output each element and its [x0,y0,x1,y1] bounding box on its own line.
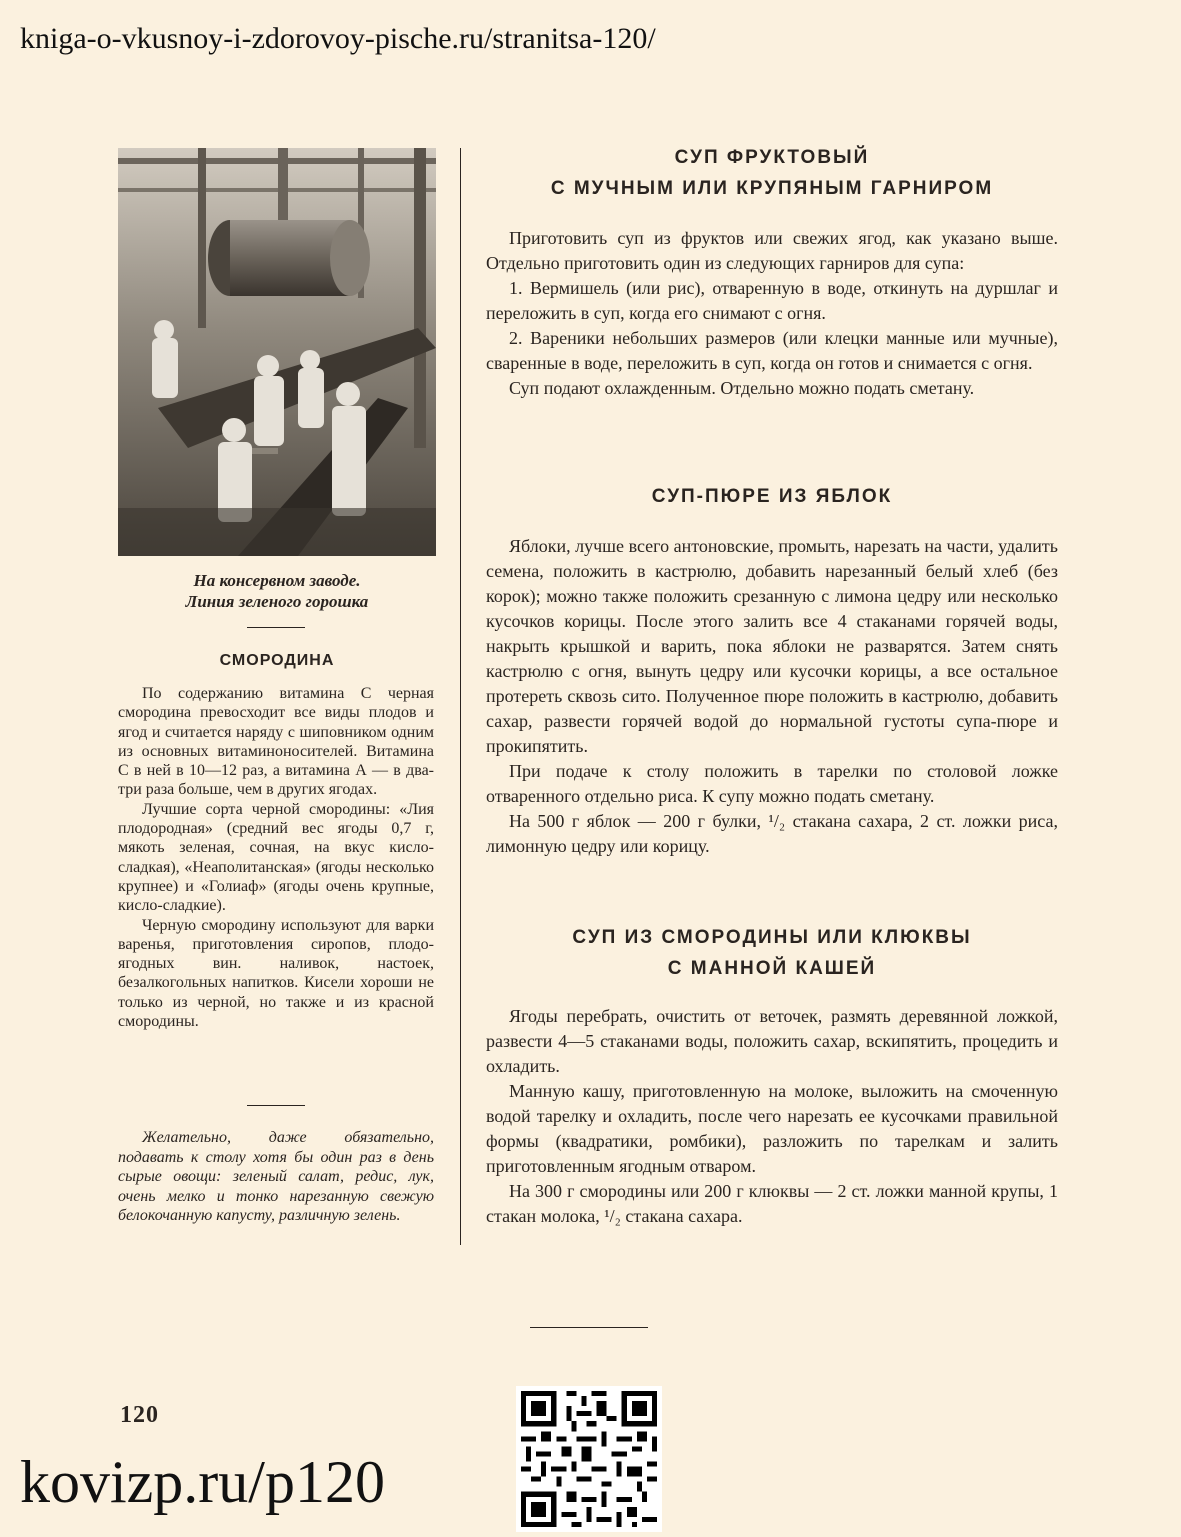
paragraph: По содержанию витамина С черная смородина превосходит все виды плодов и ягод и считается наряду с шиповником одним из основных витаминоносителей. Витамина С в ней в 10—12 раз, а витамина А — в два-три раза больше, чем в других ягодах. [118,685,434,799]
divider [530,1327,648,1328]
recipe-title [486,922,1058,984]
paragraph: Ягоды перебрать, очистить от веточек, размять деревянной ложкой, развести 4—5 стаканами воды, положить сахар, вскипятить, процедить и охладить. [486,1006,1058,1076]
recipe-title-line1: СУП-ПЮРЕ ИЗ ЯБЛОК [651,486,893,507]
paragraph: 1. Вермишель (или рис), отваренную в воде, откинуть на дуршлаг и переложить в суп, когда его снимают с огня. [486,278,1058,323]
recipe-body [486,534,1058,859]
source-url[interactable]: kniga-o-vkusnoy-i-zdorovoy-pische.ru/stranitsa-120/ [20,22,656,55]
recipe-body [486,1004,1058,1229]
paragraph: Приготовить суп из фруктов или свежих ягод, как указано выше. Отдельно приготовить один из следующих гарниров для супа: [486,228,1058,273]
qr-code-icon[interactable] [516,1386,662,1532]
photo-caption [118,570,436,612]
cannery-photo [118,148,436,556]
recipe-title-line1: СУП ФРУКТОВЫЙ [674,147,870,168]
photo-caption-line1: На консервном заводе. [193,571,361,590]
short-url-link[interactable]: kovizp.ru/p120 [20,1449,385,1515]
paragraph: Желательно, даже обязательно, подавать к столу хотя бы один раз в день сырые овощи: зеленый салат, редис, лук, очень мелко и тонко нарезанную свежую белокочанную капусту, различную зелень. [118,1129,434,1225]
paragraph: 2. Вареники небольших размеров (или клецки манные или мучные), сваренные в воде, переложить в суп, когда он готов и снимается с огня. [486,328,1058,373]
divider [247,627,305,628]
recipe-title [486,142,1058,204]
paragraph: На 500 г яблок — 200 г булки, ¹/₂ стакана сахара, 2 ст. ложки риса, лимонную цедру или корицу. [486,811,1058,856]
currant-title: СМОРОДИНА [219,652,335,669]
recipe-title-line2: С МУЧНЫМ ИЛИ КРУПЯНЫМ ГАРНИРОМ [550,178,994,199]
recipe-body [486,226,1058,401]
currant-body [118,684,434,1031]
page-number: 120 [120,1402,159,1428]
paragraph: При подаче к столу положить в тарелки по столовой ложке отваренного отдельно риса. К супу можно подать сметану. [486,761,1058,806]
column-divider [460,148,461,1245]
paragraph: На 300 г смородины или 200 г клюквы — 2 ст. ложки манной крупы, 1 стакан молока, ¹/₂ стакана сахара. [486,1181,1058,1226]
paragraph: Лучшие сорта черной смородины: «Лия плодородная» (средний вес ягоды 0,7 г, мякоть зеленая, сочная, на вкус кисло-сладкая), «Неаполитанская» (ягоды несколько крупнее) и «Голиаф» (ягоды очень крупные, кисло-сладкие). [118,800,434,915]
paragraph: Суп подают охлажденным. Отдельно можно подать сметану. [509,378,975,398]
vegetables-note [118,1128,434,1226]
recipe-title-line2: С МАННОЙ КАШЕЙ [667,958,877,979]
recipe-title-line1: СУП ИЗ СМОРОДИНЫ ИЛИ КЛЮКВЫ [572,927,972,948]
paragraph: Яблоки, лучше всего антоновские, промыть, нарезать на части, удалить семена, положить в кастрюлю, добавить нарезанный белый хлеб (без корок); можно также положить срезанную с лимона цедру или несколько кусочков корицы. После этого залить все 4 стаканами горячей воды, накрыть крышкой и варить, пока яблоки не разварятся. Затем снять кастрюлю с огня, вынуть цедру или кусочки корицы, а все остальное протереть сквозь сито. Полученное пюре положить в кастрюлю, добавить сахар, развести горячей водой до нормальной густоты супа-пюре и прокипятить. [486,536,1058,756]
divider [247,1105,305,1106]
paragraph: Манную кашу, приготовленную на молоке, выложить на смоченную водой тарелку и охладить, после чего нарезать ее кусочками правильной формы (квадратики, ромбики), разложить по тарелкам и залить приготовленным ягодным отваром. [486,1081,1058,1176]
recipe-title [486,481,1058,512]
paragraph: Черную смородину используют для варки варенья, приготовления сиропов, плодо-ягодных вин. наливок, настоек, безалкогольных напитков. Кисели хороши не только из черной, но также и из красной смородины. [118,916,434,1031]
photo-caption-line2: Линия зеленого горошка [185,592,369,611]
